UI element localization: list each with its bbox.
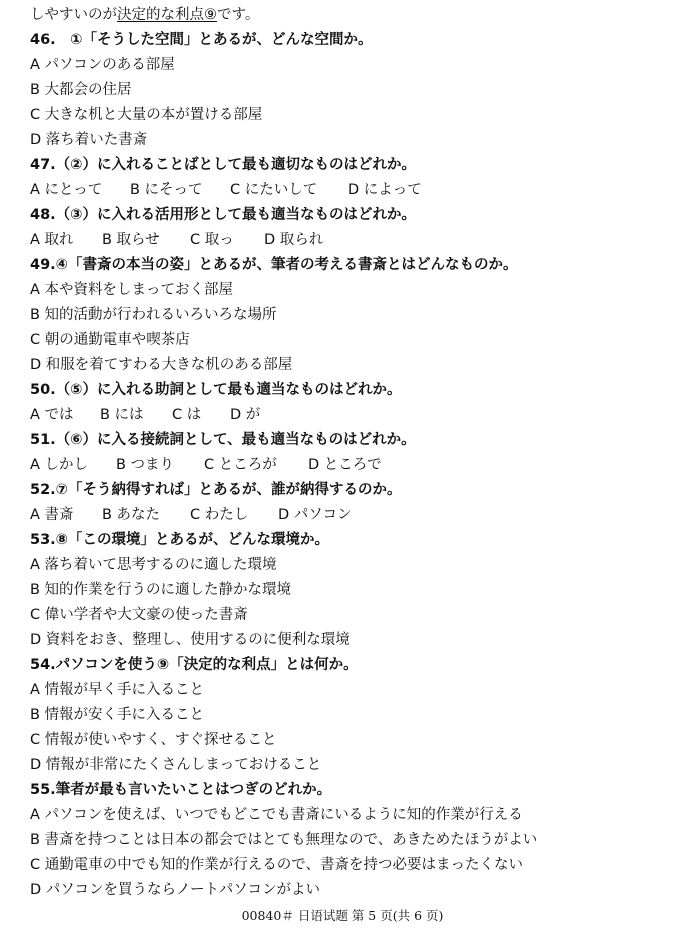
question-50-option-b: B には: [100, 407, 144, 423]
question-46-stem: 46. ①「そうした空間」とあるが、どんな空間か。: [30, 32, 373, 48]
underlined-phrase: 決定的な利点⑨: [117, 7, 217, 23]
continuation-text-before: しやすいのが: [30, 7, 117, 23]
question-49-option-b: B 知的活動が行われるいろいろな場所: [30, 307, 277, 323]
question-49-option-a: A 本や資料をしまっておく部屋: [30, 282, 234, 298]
question-48-option-a: A 取れ: [30, 232, 74, 248]
question-53-option-b: B 知的作業を行うのに適した静かな環境: [30, 582, 292, 598]
question-47-option-b: B にそって: [130, 182, 203, 198]
question-47-options: [30, 179, 422, 201]
question-50-option-a: A では: [30, 407, 74, 423]
question-52-option-b: B あなた: [102, 507, 161, 523]
question-48-option-c: C 取っ: [190, 232, 234, 248]
question-53-option-d: D 資料をおき、整理し、使用するのに便利な環境: [30, 632, 350, 648]
question-53-option-c: C 偉い学者や大文豪の使った書斎: [30, 607, 248, 623]
question-48-option-b: B 取らせ: [102, 232, 160, 248]
question-53-stem: 53.⑧「この環境」とあるが、どんな環境か。: [30, 532, 329, 548]
question-54-option-d: D 情報が非常にたくさんしまっておけること: [30, 757, 322, 773]
question-52-option-d: D パソコン: [278, 507, 352, 523]
question-51-options: [30, 454, 382, 476]
question-49-stem: 49.④「書斎の本当の姿」とあるが、筆者の考える書斎とはどんなものか。: [30, 257, 518, 273]
question-48-stem: 48.（③）に入れる活用形として最も適当なものはどれか。: [30, 207, 416, 223]
question-52-stem: 52.⑦「そう納得すれば」とあるが、誰が納得するのか。: [30, 482, 402, 498]
question-52-options: [30, 504, 351, 526]
question-51-stem: 51.（⑥）に入る接続詞として、最も適当なものはどれか。: [30, 432, 416, 448]
question-53-option-a: A 落ち着いて思考するのに適した環境: [30, 557, 277, 573]
question-55-option-b: B 書斎を持つことは日本の都会ではとても無理なので、あきためたほうがよい: [30, 832, 538, 848]
question-54-stem: 54.パソコンを使う⑨「決定的な利点」とは何か。: [30, 657, 358, 673]
question-51-option-c: C ところが: [204, 457, 277, 473]
question-51-option-a: A しかし: [30, 457, 89, 473]
question-54-option-b: B 情報が安く手に入ること: [30, 707, 205, 723]
question-46-option-c: C 大きな机と大量の本が置ける部屋: [30, 107, 263, 123]
question-50-option-c: C は: [172, 407, 202, 423]
question-54-option-a: A 情報が早く手に入ること: [30, 682, 205, 698]
question-52-option-c: C わたし: [190, 507, 249, 523]
question-50-option-d: D が: [230, 407, 261, 423]
question-46-option-d: D 落ち着いた書斎: [30, 132, 148, 148]
continuation-text-after: です。: [217, 7, 260, 23]
continuation-line: [30, 4, 259, 26]
question-50-options: [30, 404, 260, 426]
question-46-option-b: B 大都会の住居: [30, 82, 132, 98]
question-50-stem: 50.（⑤）に入れる助詞として最も適当なものはどれか。: [30, 382, 402, 398]
page-footer: 00840＃ 日语试题 第 5 页(共 6 页): [241, 908, 444, 923]
question-47-option-c: C にたいして: [230, 182, 318, 198]
question-48-option-d: D 取られ: [264, 232, 324, 248]
question-51-option-d: D ところで: [308, 457, 382, 473]
question-47-option-a: A にとって: [30, 182, 103, 198]
question-46-option-a: A パソコンのある部屋: [30, 57, 175, 73]
question-55-option-d: D パソコンを買うならノートパソコンがよい: [30, 882, 320, 898]
question-51-option-b: B つまり: [116, 457, 175, 473]
question-47-stem: 47.（②）に入れることばとして最も適切なものはどれか。: [30, 157, 416, 173]
question-55-option-c: C 通勤電車の中でも知的作業が行えるので、書斎を持つ必要はまったくない: [30, 857, 523, 873]
question-54-option-c: C 情報が使いやすく、すぐ探せること: [30, 732, 277, 748]
question-52-option-a: A 書斎: [30, 507, 74, 523]
question-47-option-d: D によって: [348, 182, 422, 198]
question-55-stem: 55.筆者が最も言いたいことはつぎのどれか。: [30, 782, 332, 798]
question-55-option-a: A パソコンを使えば、いつでもどこでも書斎にいるように知的作業が行える: [30, 807, 523, 823]
question-49-option-d: D 和服を着てすわる大きな机のある部屋: [30, 357, 293, 373]
question-48-options: [30, 229, 323, 251]
question-49-option-c: C 朝の通勤電車や喫茶店: [30, 332, 190, 348]
